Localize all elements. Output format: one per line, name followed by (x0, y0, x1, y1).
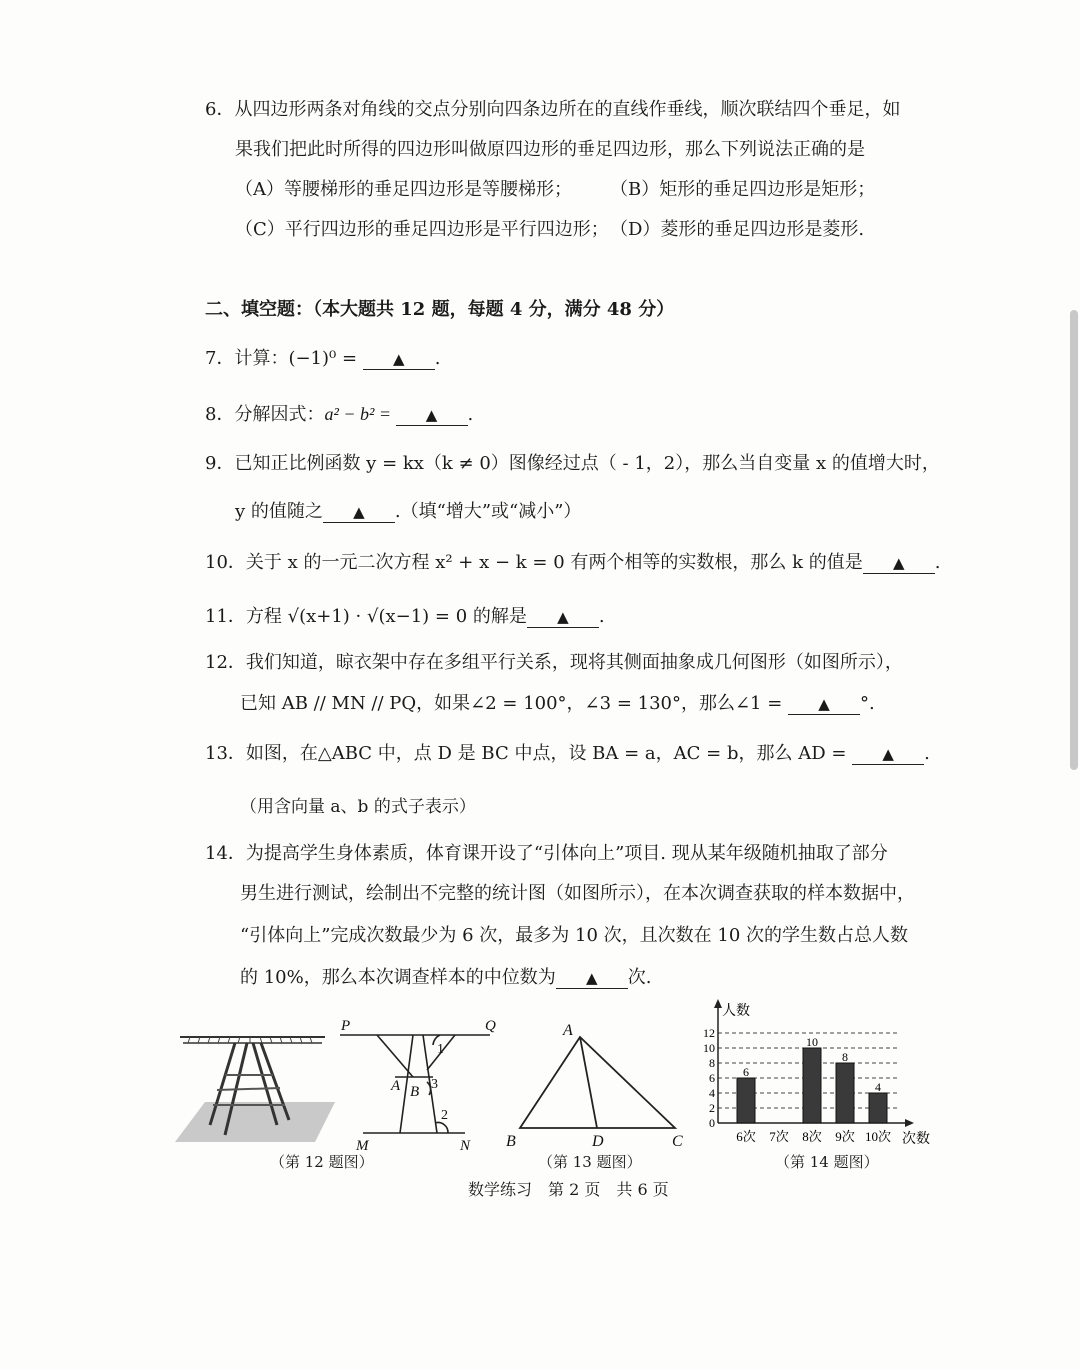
figure-12-caption: （第 12 题图） (270, 1153, 374, 1171)
blank-triangle-icon: ▲ (425, 406, 438, 424)
q11-prefix: 11．方程 √(x+1) · √(x−1) = 0 的解是 (205, 606, 527, 627)
q14-suffix: 次. (627, 967, 652, 988)
y-axis-arrow-icon (714, 999, 722, 1008)
y-tick-label: 2 (709, 1101, 715, 1115)
label-n: N (460, 1138, 471, 1154)
q6-option-a: （A）等腰梯形的垂足四边形是等腰梯形； (235, 179, 572, 200)
q14-line2: 男生进行测试，绘制出不完整的统计图（如图所示），在本次调查获取的样本数据中， (240, 883, 915, 904)
y-tick-label: 4 (709, 1086, 715, 1100)
bar-9次 (836, 1063, 854, 1123)
label-angle-2: 2 (441, 1108, 448, 1123)
x-tick-label: 6次 (736, 1129, 756, 1144)
label-angle-3: 3 (431, 1077, 438, 1092)
q10-suffix: . (934, 552, 941, 573)
q7 (205, 347, 441, 371)
bar-8次 (803, 1048, 821, 1123)
drying-rack-illustration (175, 1037, 335, 1142)
q14-answer-blank[interactable] (556, 966, 628, 989)
label-p: P (341, 1018, 351, 1034)
label-a: A (391, 1078, 401, 1094)
q8-answer-blank[interactable] (396, 403, 468, 426)
blank-triangle-icon: ▲ (892, 554, 905, 572)
q12-prefix: 已知 AB // MN // PQ，如果∠2 = 100°，∠3 = 130°，那么∠1 = (240, 693, 789, 714)
q6-option-c: （C）平行四边形的垂足四边形是平行四边形； (235, 219, 609, 240)
q8 (205, 402, 473, 427)
bar-value-label: 6 (743, 1065, 749, 1079)
label-q: Q (485, 1018, 496, 1034)
figure-12 (165, 1010, 505, 1160)
blank-triangle-icon: ▲ (585, 969, 598, 987)
q12-line1: 12．我们知道，晾衣架中存在多组平行关系，现将其侧面抽象成几何图形（如图所示）， (205, 652, 903, 673)
x-tick-label: 9次 (835, 1129, 855, 1144)
q10 (205, 551, 940, 575)
x-axis-arrow-icon (905, 1119, 914, 1127)
label-angle-1: 1 (437, 1042, 444, 1057)
q7-suffix: . (434, 348, 441, 369)
y-tick-label: 6 (709, 1071, 715, 1085)
bar-6次 (737, 1078, 755, 1123)
blank-triangle-icon: ▲ (393, 350, 405, 368)
q14-line3: “引体向上”完成次数最少为 6 次，最多为 10 次，且次数在 10 次的学生数占总人数 (240, 925, 908, 946)
q6-line1: 6．从四边形两条对角线的交点分别向四条边所在的直线作垂线，顺次联结四个垂足，如 (205, 99, 901, 120)
q14-line4 (240, 966, 651, 990)
q14-line1: 14．为提高学生身体素质，体育课开设了“引体向上”项目. 现从某年级随机抽取了部分 (205, 843, 888, 864)
q6-line2: 果我们把此时所得的四边形叫做原四边形的垂足四边形，那么下列说法正确的是 (235, 139, 865, 160)
figure-13-caption: （第 13 题图） (538, 1153, 642, 1171)
y-tick-label: 10 (703, 1041, 715, 1055)
q6-option-d: （D）菱形的垂足四边形是菱形. (610, 219, 865, 240)
q8-prefix: 8．分解因式： (205, 404, 325, 425)
figure-13 (500, 1015, 700, 1150)
q9-line1: 9．已知正比例函数 y = kx（k ≠ 0）图像经过点（ - 1，2），那么当自变量 x 的值增大时， (205, 453, 940, 474)
bar-10次 (869, 1093, 887, 1123)
q11-answer-blank[interactable] (527, 605, 599, 628)
q9-suffix: .（填“增大”或“减小”） (394, 501, 582, 522)
q9-answer-blank[interactable] (323, 500, 395, 523)
blank-triangle-icon: ▲ (353, 503, 365, 521)
q8-expression: a² − b² = (324, 404, 396, 424)
section-heading: 二、填空题：（本大题共 12 题，每题 4 分，满分 48 分） (205, 299, 675, 320)
label-d: D (592, 1133, 604, 1150)
q12-suffix: °. (860, 693, 875, 714)
page-footer: 数学练习 第 2 页 共 6 页 (468, 1180, 669, 1199)
triangle-abc (520, 1037, 675, 1128)
q12-line2 (240, 692, 875, 716)
q9-line2 (235, 500, 581, 524)
label-c: C (672, 1133, 683, 1150)
q7-expression: (−1)⁰ = (288, 348, 363, 369)
q13-note: （用含向量 a、b 的式子表示） (240, 797, 476, 817)
q7-prefix: 7．计算： (205, 348, 289, 369)
q12-answer-blank[interactable] (788, 692, 860, 715)
x-tick-label: 8次 (802, 1129, 822, 1144)
label-b: B (410, 1084, 420, 1100)
q13-prefix: 13．如图，在△ABC 中，点 D 是 BC 中点，设 BA = a，AC = b，那么 AD = (205, 743, 853, 764)
y-tick-label: 12 (703, 1026, 715, 1040)
bar-value-label: 8 (842, 1050, 848, 1064)
label-a: A (563, 1022, 573, 1039)
label-b: B (506, 1133, 516, 1150)
x-tick-label: 7次 (769, 1129, 789, 1144)
blank-triangle-icon: ▲ (557, 608, 569, 626)
y-tick-label: 8 (709, 1056, 715, 1070)
q11 (205, 605, 605, 629)
scrollbar[interactable] (1070, 310, 1078, 770)
q10-answer-blank[interactable] (863, 551, 935, 574)
blank-triangle-icon: ▲ (882, 745, 894, 763)
y-axis-label: 人数 (722, 1004, 750, 1019)
q11-suffix: . (598, 606, 605, 627)
q10-prefix: 10．关于 x 的一元二次方程 x² + x − k = 0 有两个相等的实数根，那么 k 的值是 (205, 552, 863, 573)
q13 (205, 742, 930, 766)
y-tick-label: 0 (709, 1116, 715, 1130)
q13-answer-blank[interactable] (852, 742, 924, 765)
q6-option-b: （B）矩形的垂足四边形是矩形； (610, 179, 876, 200)
x-axis-label: 次数 (902, 1132, 930, 1147)
x-tick-label: 10次 (864, 1129, 892, 1144)
q9-prefix: y 的值随之 (235, 501, 323, 522)
q8-suffix: . (467, 404, 474, 425)
q7-answer-blank[interactable] (363, 347, 435, 370)
blank-triangle-icon: ▲ (818, 695, 830, 713)
bar-value-label: 10 (806, 1035, 818, 1049)
q13-suffix: . (924, 743, 930, 764)
figure-14-bar-chart (690, 995, 940, 1147)
q14-prefix: 的 10%，那么本次调查样本的中位数为 (240, 967, 556, 988)
label-m: M (356, 1138, 369, 1154)
bar-value-label: 4 (875, 1080, 881, 1094)
figure-14-caption: （第 14 题图） (775, 1153, 879, 1171)
